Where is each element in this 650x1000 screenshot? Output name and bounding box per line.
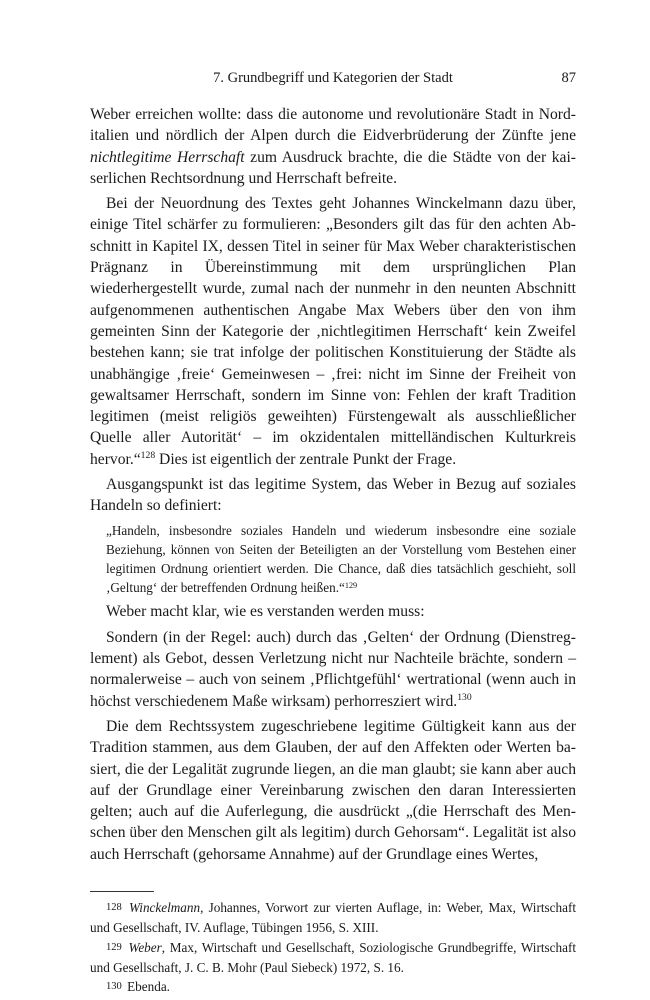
footnote-ref-129[interactable]: 129 <box>344 580 358 590</box>
footnote-130 <box>90 978 576 998</box>
paragraph-5-text: Sondern (in der Regel: auch) durch das ‚Gelten‘ der Ordnung (Dienstreglement) als Gebot, dessen Verletzung nicht nur Nachteile brächte, sondern – normalerweise – auch von seinem ‚Pflichtgefühl‘ wertrational (wenn auch in höchst verschiedenem Maße wirksam) perhorresziert wird. <box>90 628 576 710</box>
paragraph-5 <box>90 627 576 712</box>
footnote-128 <box>90 899 576 938</box>
paragraph-1-text-a: Weber erreichen wollte: dass die autonome und revolutionäre Stadt in Norditalien und nördlich der Alpen durch die Eidverbrüderung der Zünfte jene <box>90 106 576 145</box>
footnote-number: 130 <box>106 981 122 993</box>
footnote-text: Ebenda. <box>127 979 170 995</box>
paragraph-3: Ausgangspunkt ist das legitime System, das Weber in Bezug auf soziales Handeln so definiert: <box>90 476 576 515</box>
footnote-number: 129 <box>106 941 122 953</box>
footnote-rule <box>90 891 154 892</box>
body-text <box>90 104 576 865</box>
paragraph-6: Die dem Rechtssystem zugeschriebene legitime Gültigkeit kann aus der Tradition stammen, aus dem Glauben, der auf den Affekten oder Werten basiert, die der Legalität zugrunde liegen, an die man glaubt; sie kann aber auch auf der Grundlage einer Vereinbarung zwischen den daran Interessierten gelten; auch auf die Auferlegung, die ausdrückt „(die Herrschaft des Menschen über den Menschen gilt als legitim) durch Gehorsam“. Legalität ist also auch Herrschaft (gehorsame Annahme) auf der Grundlage eines Wertes, <box>90 717 576 863</box>
paragraph-1-text-b: zum Ausdruck brachte, die die Städte von der kaiserlichen Rechtsordnung und Herrschaft befreite. <box>90 148 576 187</box>
book-page <box>90 70 576 1000</box>
page-number: 87 <box>561 70 576 86</box>
paragraph-1-emphasis: nichtlegitime Herrschaft <box>90 148 245 166</box>
paragraph-2-text-b: Dies ist eigentlich der zentrale Punkt der Frage. <box>155 450 457 468</box>
footnote-number: 128 <box>106 901 122 913</box>
footnote-author: Winckelmann <box>129 900 201 916</box>
running-head <box>90 70 576 94</box>
footnote-author: Weber <box>128 939 162 955</box>
paragraph-2 <box>90 193 576 470</box>
chapter-title: 7. Grundbegriff und Kategorien der Stadt <box>213 70 453 86</box>
paragraph-4: Weber macht klar, wie es verstanden werden muss: <box>106 603 425 621</box>
footnote-129 <box>90 939 576 978</box>
paragraph-1 <box>90 104 576 189</box>
footnote-ref-128[interactable]: 128 <box>140 450 156 462</box>
block-quote <box>90 521 576 598</box>
footnote-ref-130[interactable]: 130 <box>457 692 472 704</box>
footnote-text: , Max, Wirtschaft und Gesellschaft, Soziologische Grundbegriffe, Wirtschaft und Gesellschaft, J. C. B. Mohr (Paul Siebeck) 1972, S. 16. <box>90 939 576 975</box>
footnote-text: , Johannes, Vorwort zur vierten Auflage, in: Weber, Max, Wirtschaft und Gesellschaft, IV. Auflage, Tübingen 1956, S. XIII. <box>90 900 577 936</box>
block-quote-text: „Handeln, insbesondre soziales Handeln und wiederum insbesondre eine soziale Beziehung, können von Seiten der Beteiligten an der Vorstellung vom Bestehen einer legitimen Ordnung orientiert werden. Die Chance, daß dies tatsächlich geschieht, soll ‚Geltung‘ der betreffenden Ordnung heißen.“ <box>106 522 576 596</box>
paragraph-2-text-a: Bei der Neuordnung des Textes geht Johannes Winckelmann dazu über, einige Titel schärfer zu formulieren: „Besonders gilt das für den achten Abschnitt in Kapitel IX, dessen Titel in seiner für Max Weber charakteristischen Prägnanz in Übereinstimmung mit dem ursprünglichen Plan wiederhergestellt wurde, zumal nach der nunmehr in den neunten Abschnitt aufgenommenen authentischen Angabe Max Webers über den von ihm gemeinten Sinn der Kategorie der ‚nichtlegitimen Herrschaft‘ kein Zweifel bestehen kann; sie trat infolge der politischen Konstituierung der Städte als unabhängige ‚freie‘ Gemeinwesen – ‚frei: nicht im Sinne der Freiheit von gewaltsamer Herrschaft, sondern im Sinne von: Fehlen der kraft Tradition legitimen (meist religiös geweihten) Fürstengewalt als ausschließlicher Quelle aller Autorität‘ – im okzidentalen mittelländischen Kulturkreis hervor.“ <box>90 195 576 468</box>
footnotes <box>90 899 576 998</box>
